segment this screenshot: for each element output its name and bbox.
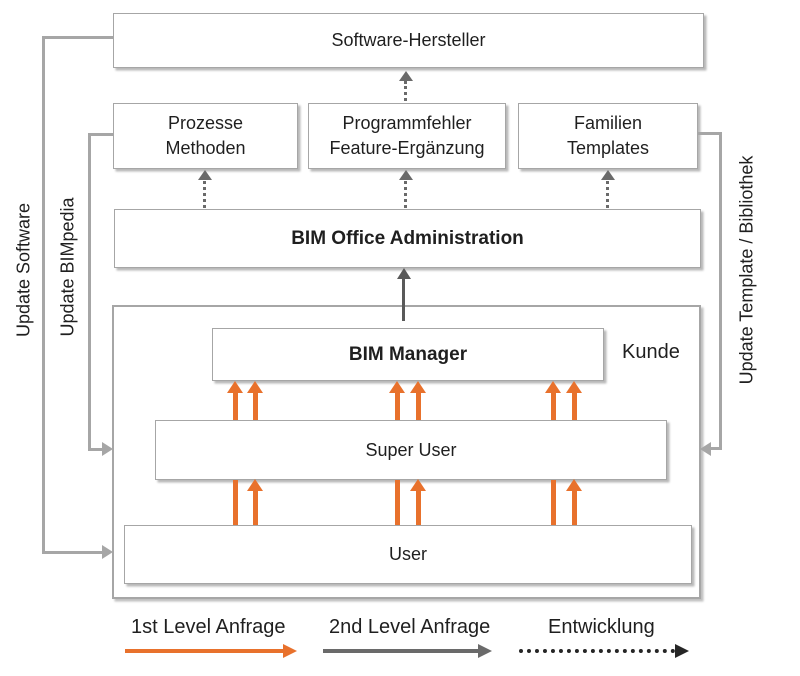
familien-templates-line1: Familien bbox=[573, 113, 643, 133]
first-level-arrow-up-icon bbox=[227, 381, 243, 393]
dev-line-familien bbox=[606, 181, 609, 208]
update-software-arrow-right-icon bbox=[102, 545, 113, 559]
first-level-line bbox=[551, 480, 556, 525]
update-template-line-bottom bbox=[711, 447, 722, 450]
legend-entwicklung-line bbox=[519, 649, 675, 653]
legend-second-level-arrow-icon bbox=[478, 644, 492, 658]
kunde-label: Kunde bbox=[622, 341, 680, 363]
update-bimpedia-arrow-right-icon bbox=[102, 442, 113, 456]
update-bimpedia-line-bottom bbox=[88, 448, 102, 451]
programmfehler-line1: Programmfehler bbox=[342, 113, 472, 133]
user-box bbox=[124, 525, 692, 584]
first-level-line bbox=[416, 491, 421, 525]
prozesse-methoden-box bbox=[113, 103, 298, 169]
super-user-label: Super User bbox=[365, 439, 457, 460]
first-level-line bbox=[253, 392, 258, 420]
first-level-line bbox=[253, 491, 258, 525]
dev-arrow-up-programmfehler-icon bbox=[399, 170, 413, 180]
first-level-line bbox=[233, 392, 238, 420]
programmfehler-line2: Feature-Ergänzung bbox=[329, 138, 485, 158]
update-bimpedia-label: Update BIMpedia bbox=[57, 197, 78, 337]
update-software-label: Update Software bbox=[13, 202, 34, 338]
update-software-line-top bbox=[42, 36, 113, 39]
second-level-line bbox=[402, 277, 405, 321]
dev-arrow-up-familien-icon bbox=[601, 170, 615, 180]
update-template-label: Update Template / Bibliothek bbox=[736, 155, 757, 385]
super-user-box bbox=[155, 420, 667, 480]
legend-first-level-line bbox=[125, 649, 283, 653]
update-template-arrow-left-icon bbox=[700, 442, 711, 456]
bim-office-administration-box bbox=[114, 209, 701, 268]
first-level-arrow-up-icon bbox=[566, 381, 582, 393]
update-software-line-bottom bbox=[42, 551, 102, 554]
update-bimpedia-line-vertical bbox=[88, 133, 91, 451]
first-level-line bbox=[572, 392, 577, 420]
legend-entwicklung-arrow-icon bbox=[675, 644, 689, 658]
dev-arrow-up-prozesse-icon bbox=[198, 170, 212, 180]
first-level-arrow-up-icon bbox=[410, 381, 426, 393]
familien-templates-line2: Templates bbox=[566, 138, 650, 158]
prozesse-methoden-line2: Methoden bbox=[165, 138, 246, 158]
first-level-arrow-up-icon bbox=[389, 381, 405, 393]
first-level-line bbox=[572, 491, 577, 525]
legend-second-level-label: 2nd Level Anfrage bbox=[329, 616, 491, 638]
first-level-arrow-up-icon bbox=[410, 479, 426, 491]
update-bimpedia-line-top bbox=[88, 133, 113, 136]
first-level-arrow-up-icon bbox=[247, 381, 263, 393]
bim-office-administration-label: BIM Office Administration bbox=[291, 228, 524, 249]
legend-first-level-arrow-icon bbox=[283, 644, 297, 658]
first-level-line bbox=[395, 392, 400, 420]
legend-first-level-label: 1st Level Anfrage bbox=[131, 616, 286, 638]
bim-manager-label: BIM Manager bbox=[348, 344, 468, 365]
update-software-line-vertical bbox=[42, 36, 45, 553]
update-template-line-vertical bbox=[719, 132, 722, 450]
first-level-line bbox=[551, 392, 556, 420]
dev-line-software bbox=[404, 81, 407, 101]
familien-templates-box bbox=[518, 103, 698, 169]
dev-line-prozesse bbox=[203, 181, 206, 208]
software-hersteller-box bbox=[113, 13, 704, 68]
programmfehler-box bbox=[308, 103, 506, 169]
second-level-arrow-up-icon bbox=[397, 268, 411, 279]
prozesse-methoden-line1: Prozesse bbox=[167, 113, 244, 133]
first-level-line bbox=[416, 392, 421, 420]
first-level-arrow-up-icon bbox=[247, 479, 263, 491]
bim-manager-box bbox=[212, 328, 604, 381]
legend-second-level-line bbox=[323, 649, 478, 653]
dev-line-programmfehler bbox=[404, 181, 407, 208]
first-level-arrow-up-icon bbox=[566, 479, 582, 491]
software-hersteller-label: Software-Hersteller bbox=[331, 30, 486, 50]
dev-arrow-up-software-icon bbox=[399, 71, 413, 81]
first-level-line bbox=[233, 480, 238, 525]
first-level-arrow-up-icon bbox=[545, 381, 561, 393]
first-level-line bbox=[395, 480, 400, 525]
user-label: User bbox=[388, 544, 427, 564]
legend-entwicklung-label: Entwicklung bbox=[548, 616, 655, 638]
